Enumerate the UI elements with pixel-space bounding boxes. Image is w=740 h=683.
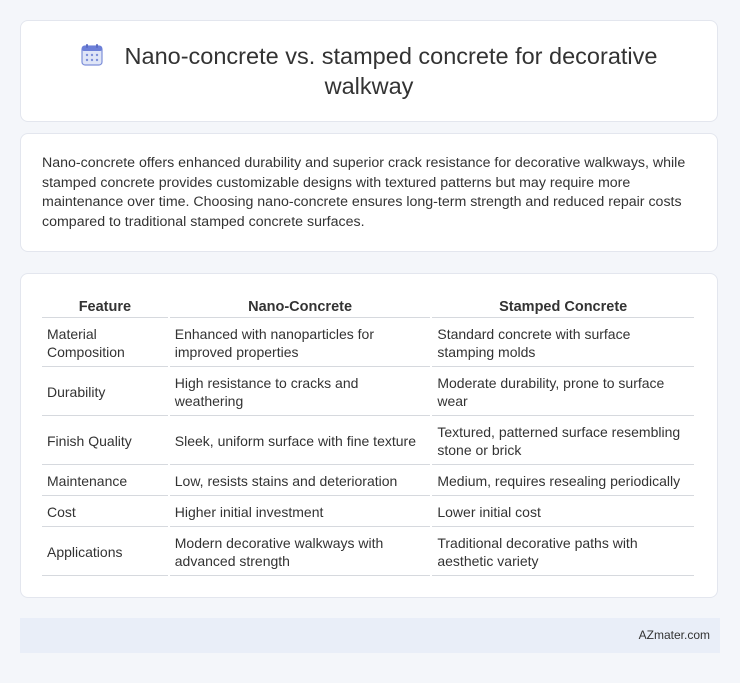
table-cell: Sleek, uniform surface with fine texture — [170, 416, 431, 465]
page-title — [61, 41, 677, 101]
table-cell: Enhanced with nanoparticles for improved properties — [170, 318, 431, 367]
table-cell: Modern decorative walkways with advanced strength — [170, 527, 431, 576]
title-card — [20, 20, 718, 122]
table-cell: Material Composition — [42, 318, 168, 367]
table-cell: Higher initial investment — [170, 496, 431, 527]
table-cell: Finish Quality — [42, 416, 168, 465]
table-cell: Moderate durability, prone to surface wear — [432, 367, 694, 416]
comparison-table — [40, 295, 696, 576]
comparison-table-card — [20, 273, 718, 598]
header-stamped-concrete: Stamped Concrete — [432, 295, 694, 318]
table-row — [42, 465, 694, 496]
table-row — [42, 496, 694, 527]
table-row — [42, 318, 694, 367]
table-cell: Medium, requires resealing periodically — [432, 465, 694, 496]
table-cell: Applications — [42, 527, 168, 576]
table-row — [42, 367, 694, 416]
table-cell: Lower initial cost — [432, 496, 694, 527]
table-cell: Maintenance — [42, 465, 168, 496]
table-cell: Cost — [42, 496, 168, 527]
table-row — [42, 416, 694, 465]
table-header-row — [42, 295, 694, 318]
calendar-icon — [81, 44, 103, 66]
table-cell: Textured, patterned surface resembling stone or brick — [432, 416, 694, 465]
header-nano-concrete: Nano-Concrete — [170, 295, 431, 318]
page-title-text: Nano-concrete vs. stamped concrete for decorative walkway — [124, 43, 658, 99]
table-cell: Durability — [42, 367, 168, 416]
table-cell: Standard concrete with surface stamping molds — [432, 318, 694, 367]
footer-brand[interactable]: AZmater.com — [638, 628, 710, 642]
table-cell: Low, resists stains and deterioration — [170, 465, 431, 496]
footer-bar — [20, 618, 720, 653]
summary-card — [20, 133, 718, 252]
summary-text: Nano-concrete offers enhanced durability and superior crack resistance for decorative walkways, while stamped concrete provides customizable designs with textured patterns but may require more maintenance over time. Choosing nano-concrete ensures long-term strength and reduced repair costs compared to traditional stamped concrete surfaces. — [42, 155, 686, 230]
table-row — [42, 527, 694, 576]
header-feature: Feature — [42, 295, 168, 318]
table-cell: Traditional decorative paths with aesthetic variety — [432, 527, 694, 576]
table-cell: High resistance to cracks and weathering — [170, 367, 431, 416]
